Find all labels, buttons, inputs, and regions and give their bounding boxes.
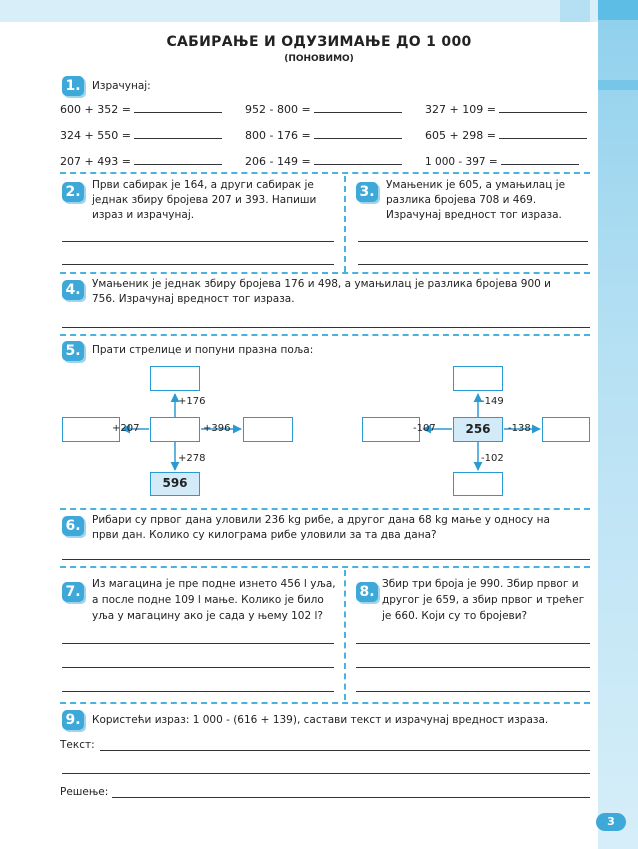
task-7-text-3: уља у магацину ако је сада у њему 102 l? [92,610,323,622]
given-box-center-right: 256 [453,417,503,442]
op-label: -102 [481,453,504,464]
answer-box-top-right[interactable] [453,366,503,391]
equation[interactable]: 800 - 176 = [245,129,402,142]
answer-box-right-left[interactable] [243,417,293,442]
task-7-badge: 7. [62,582,84,602]
equation[interactable]: 600 + 352 = [60,103,222,116]
answer-line[interactable] [100,750,590,751]
answer-line[interactable] [356,691,590,692]
equation[interactable]: 1 000 - 397 = [425,155,579,168]
page-subtitle: (ПОНОВИМО) [284,54,354,64]
task-8-badge: 8. [356,582,378,602]
answer-line[interactable] [62,559,590,560]
op-label: +396 [203,423,231,434]
task-8-text-3: је 660. Који су то бројеви? [382,610,528,622]
task-5-badge: 5. [62,341,84,361]
answer-box-top-left[interactable] [150,366,200,391]
task-7-text-2: а после подне 109 l мање. Колико је било [92,594,324,606]
separator [60,702,590,704]
op-label: -138 [508,423,531,434]
op-label: +176 [178,396,206,407]
equation[interactable]: 324 + 550 = [60,129,222,142]
op-label: +278 [178,453,206,464]
answer-box-left-right[interactable] [362,417,420,442]
task-6-text-2: први дан. Колико су килограма рибе уловили за та два дана? [92,529,437,541]
equation[interactable]: 605 + 298 = [425,129,587,142]
task-2-badge: 2. [62,182,84,202]
task-3-text-3: Израчунај вредност тог израза. [386,209,562,221]
separator [60,508,590,510]
task-3-text-2: разлика бројева 708 и 469. [386,194,537,206]
answer-box-center-left[interactable] [150,417,200,442]
equation[interactable]: 207 + 493 = [60,155,222,168]
task-6-badge: 6. [62,516,84,536]
equation[interactable]: 327 + 109 = [425,103,587,116]
task-1-prompt: Израчунај: [92,80,151,92]
separator-vertical [344,570,346,700]
page-title: САБИРАЊЕ И ОДУЗИМАЊЕ ДО 1 000 [166,34,472,50]
answer-line[interactable] [112,797,590,798]
separator [60,566,590,568]
answer-line[interactable] [356,667,590,668]
answer-line[interactable] [356,643,590,644]
answer-line[interactable] [62,643,334,644]
task-8-text-1: Збир три броја је 990. Збир првог и [382,578,579,590]
task-9-badge: 9. [62,710,84,730]
answer-line[interactable] [62,691,334,692]
equation[interactable]: 952 - 800 = [245,103,402,116]
task-2-text-3: израз и израчунај. [92,209,195,221]
task-9-prompt: Користећи израз: 1 000 - (616 + 139), састави текст и израчунај вредност израза. [92,714,549,726]
task-3-text-1: Умањеник је 605, а умањилац је [386,179,566,191]
answer-line[interactable] [62,773,590,774]
given-box-bottom-left: 596 [150,472,200,496]
task-4-text-1: Умањеник је једнак збиру бројева 176 и 498, а умањилац је разлика бројева 900 и [92,278,551,290]
task-9-solution-label: Решење: [60,786,109,798]
op-label: -149 [481,396,504,407]
task-9-text-label: Текст: [60,739,95,751]
task-1-badge: 1. [62,76,84,96]
answer-line[interactable] [62,667,334,668]
task-6-text-1: Рибари су првог дана уловили 236 kg рибе, а другог дана 68 kg мање у односу на [92,514,550,526]
task-2-text-1: Први сабирак је 164, а други сабирак је [92,179,314,191]
answer-box-bottom-right[interactable] [453,472,503,496]
equation[interactable]: 206 - 149 = [245,155,402,168]
task-4-text-2: 756. Израчунај вредност тог израза. [92,293,295,305]
task-2-text-2: једнак збиру бројева 207 и 393. Напиши [92,194,317,206]
task-5-prompt: Прати стрелице и попуни празна поља: [92,344,314,356]
op-label: +207 [112,423,140,434]
task-4-badge: 4. [62,280,84,300]
task-8-text-2: другог је 659, а збир првог и трећег [382,594,585,606]
task-3-badge: 3. [356,182,378,202]
task-7-text-1: Из магацина је пре подне изнето 456 l уља, [92,578,336,590]
answer-box-right-right[interactable] [542,417,590,442]
op-label: -107 [413,423,436,434]
page-number: 3 [596,813,626,831]
